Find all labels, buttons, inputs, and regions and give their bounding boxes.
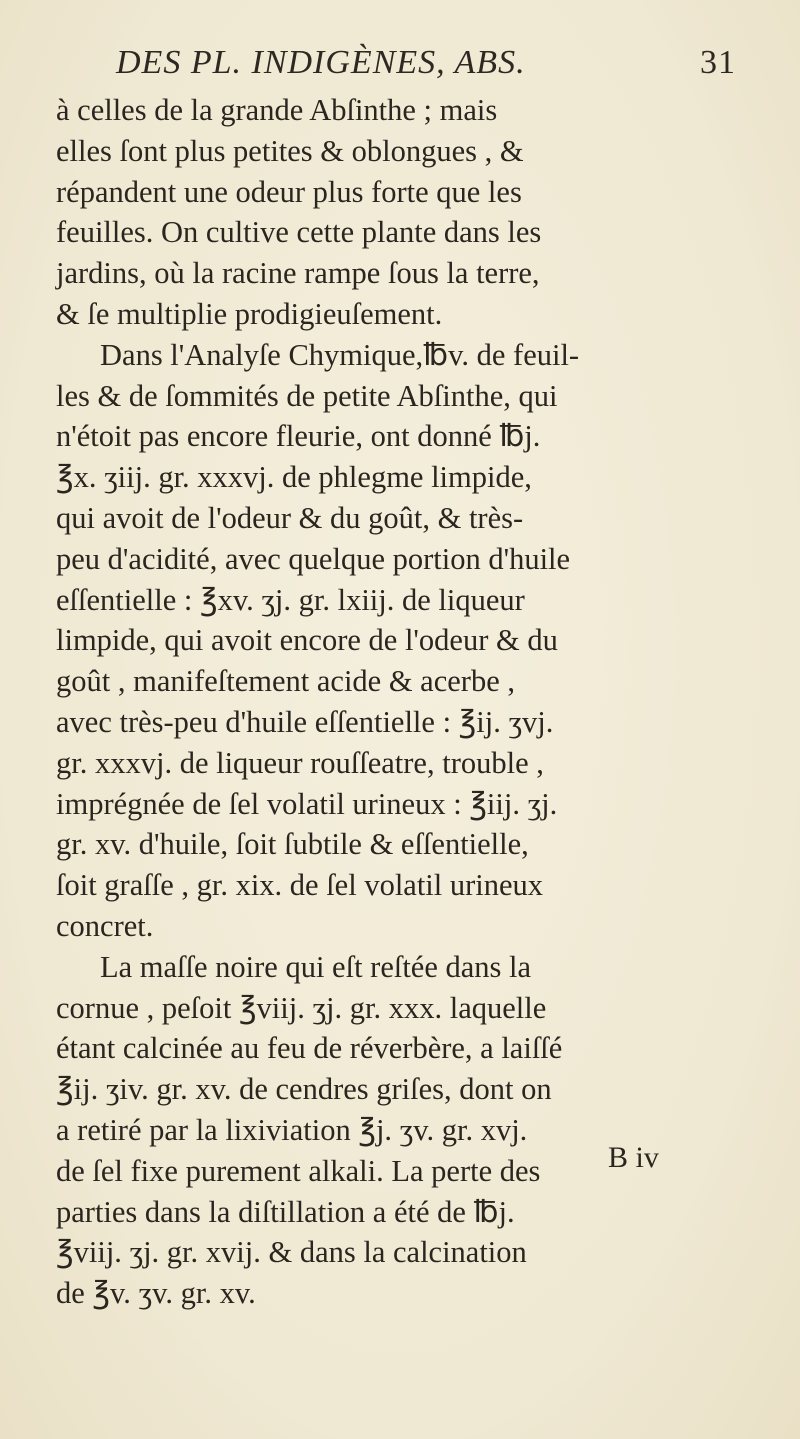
- text-line: & ſe multiplie prodigieuſement.: [56, 296, 443, 331]
- text-line: les & de ſommités de petite Abſinthe, qui: [56, 378, 558, 413]
- text-line: ℥viij. ʒj. gr. xvij. & dans la calcination: [56, 1235, 527, 1270]
- text-line: Dans l'Analyſe Chymique,℔v. de feuil-: [100, 337, 580, 372]
- text-line: elles ſont plus petites & oblongues , &: [56, 133, 524, 168]
- text-line: peu d'acidité, avec quelque portion d'huile: [56, 541, 571, 576]
- signature-mark: B iv: [608, 1141, 659, 1174]
- text-line: de ℥v. ʒv. gr. xv.: [56, 1276, 256, 1311]
- text-line: a retiré par la lixiviation ℥j. ʒv. gr. xvj.: [56, 1112, 528, 1147]
- text-line: ℥ij. ʒiv. gr. xv. de cendres griſes, dont on: [56, 1072, 552, 1107]
- text-line: ℥x. ʒiij. gr. xxxvj. de phlegme limpide,: [56, 460, 532, 495]
- text-line: répandent une odeur plus forte que les: [56, 174, 522, 209]
- text-line: gr. xxxvj. de liqueur rouſſeatre, trouble ,: [56, 745, 544, 780]
- page-number: 31: [700, 44, 736, 81]
- running-title: DES PL. INDIGÈNES, ABS.: [116, 44, 526, 81]
- text-line: feuilles. On cultive cette plante dans les: [56, 215, 542, 250]
- text-line: de ſel fixe purement alkali. La perte des: [56, 1153, 541, 1188]
- text-line: à celles de la grande Abſinthe ; mais: [56, 93, 498, 127]
- text-line: parties dans la diſtillation a été de ℔j.: [56, 1194, 515, 1229]
- text-line: concret.: [56, 908, 154, 943]
- text-line: imprégnée de ſel volatil urineux : ℥iij. ʒj.: [56, 786, 558, 821]
- text-line: limpide, qui avoit encore de l'odeur & du: [56, 623, 558, 658]
- text-line: goût , manifeſtement acide & acerbe ,: [56, 664, 515, 699]
- body-text: [56, 90, 760, 1314]
- text-line: avec très-peu d'huile eſſentielle : ℥ij. ʒvj.: [56, 704, 554, 739]
- text-line: cornue , peſoit ℥viij. ʒj. gr. xxx. laquelle: [56, 990, 547, 1025]
- text-line: qui avoit de l'odeur & du goût, & très-: [56, 500, 524, 535]
- text-line: La maſſe noire qui eſt reſtée dans la: [100, 949, 532, 984]
- text-line: étant calcinée au feu de réverbère, a laiſſé: [56, 1031, 563, 1066]
- text-line: gr. xv. d'huile, ſoit ſubtile & eſſentielle,: [56, 827, 529, 862]
- text-line: eſſentielle : ℥xv. ʒj. gr. lxiij. de liqueur: [56, 582, 525, 617]
- running-header: [116, 44, 736, 94]
- text-line: n'étoit pas encore fleurie, ont donné ℔j.: [56, 419, 541, 454]
- text-line: jardins, où la racine rampe ſous la terre,: [56, 256, 540, 291]
- text-line: ſoit graſſe , gr. xix. de ſel volatil urineux: [56, 868, 544, 903]
